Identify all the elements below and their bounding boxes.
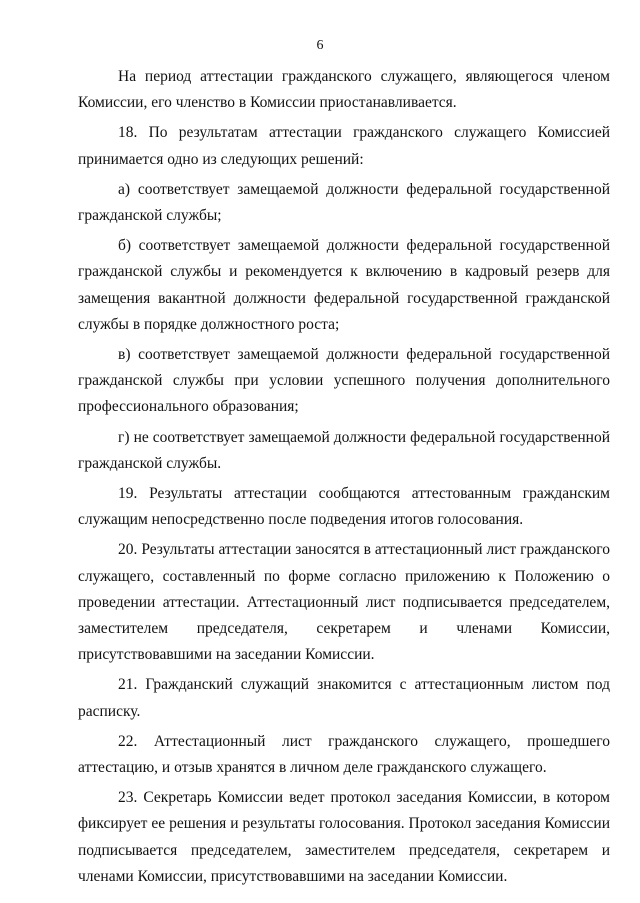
paragraph-18-v: в) соответствует замещаемой должности федеральной государственной гражданской службы при условии успешного получения дополнительного профессионального образования; — [78, 346, 610, 416]
page-number: 6 — [316, 38, 324, 53]
paragraph-18-a: а) соответствует замещаемой должности федеральной государственной гражданской службы; — [78, 180, 610, 225]
paragraph-23: 23. Секретарь Комиссии ведет протокол заседания Комиссии, в котором фиксирует ее решения и результаты голосования. Протокол заседания Комиссии подписывается председателем, заместителем председателя, секретарем и членами Комиссии, присутствовавшими на заседании Комиссии. — [78, 789, 610, 885]
document-body — [78, 64, 610, 890]
paragraph-18: 18. По результатам аттестации гражданского служащего Комиссией принимается одно из следующих решений: — [78, 124, 610, 168]
paragraph-20: 20. Результаты аттестации заносятся в аттестационный лист гражданского служащего, составленный по форме согласно приложению к Положению о проведении аттестации. Аттестационный лист подписывается председателем, заместителем председателя, секретарем и членами Комиссии, присутствовавшими на заседании Комиссии. — [78, 541, 610, 664]
paragraph-21: 21. Гражданский служащий знакомится с аттестационным листом под расписку. — [78, 676, 610, 720]
paragraph-18-b: б) соответствует замещаемой должности федеральной государственной гражданской службы и рекомендуется к включению в кадровый резерв для замещения вакантной должности федеральной государственной гражданской службы в порядке должностного роста; — [78, 237, 610, 333]
paragraph-18-g: г) не соответствует замещаемой должности федеральной государственной гражданской службы. — [78, 428, 610, 472]
paragraph-19: 19. Результаты аттестации сообщаются аттестованным гражданским служащим непосредственно после подведения итогов голосования. — [78, 485, 610, 529]
paragraph-22: 22. Аттестационный лист гражданского служащего, прошедшего аттестацию, и отзыв хранятся в личном деле гражданского служащего. — [78, 732, 610, 777]
paragraph-commission-membership: На период аттестации гражданского служащего, являющегося членом Комиссии, его членство в Комиссии приостанавливается. — [78, 68, 610, 112]
